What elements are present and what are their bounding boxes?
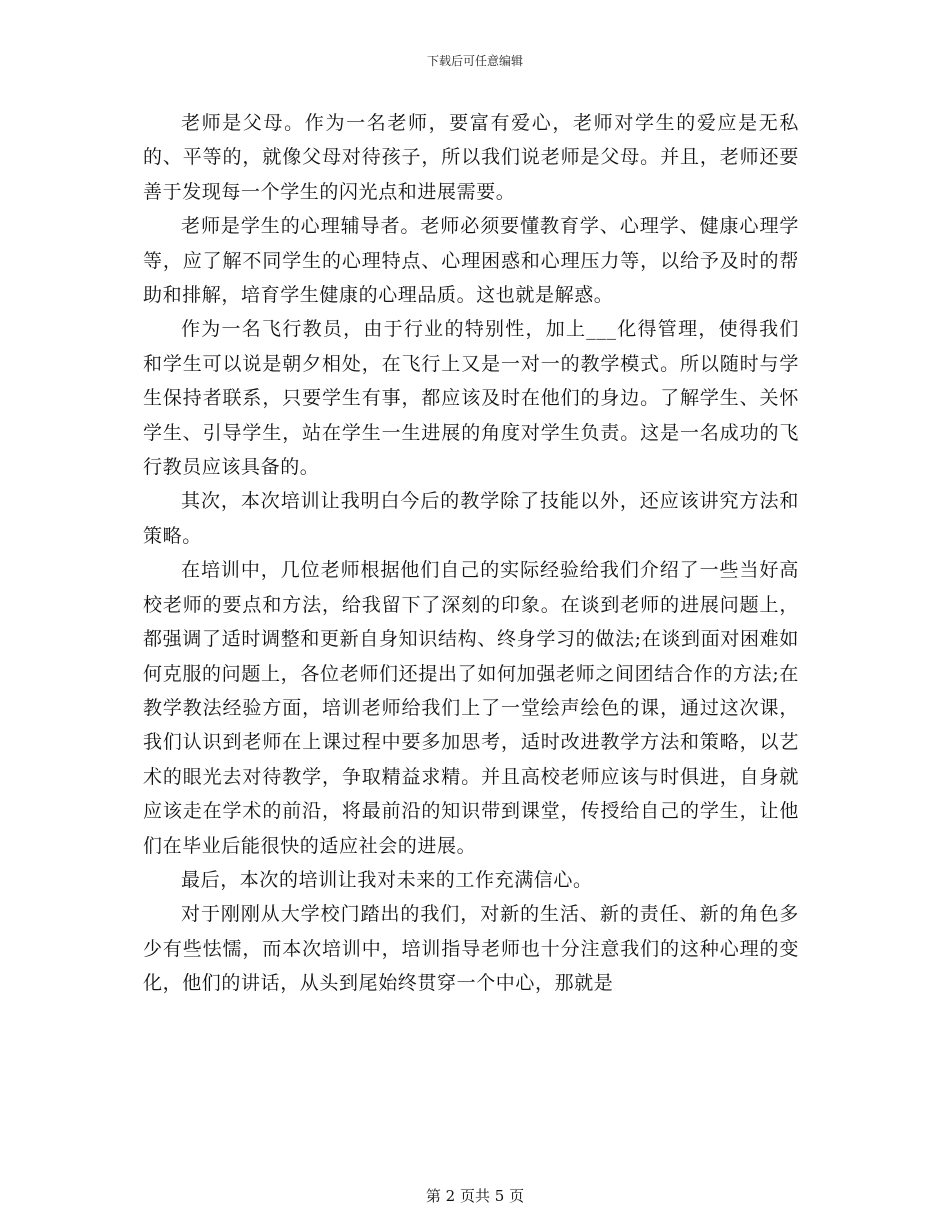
- paragraph-2: 老师是学生的心理辅导者。老师必须要懂教育学、心理学、健康心理学等，应了解不同学生的心理特点、心理困惑和心理压力等，以给予及时的帮助和排解，培育学生健康的心理品质。这也就是解惑。: [143, 215, 799, 307]
- paragraph-6: 最后，本次的培训让我对未来的工作充满信心。: [181, 868, 593, 891]
- document-body: [143, 106, 799, 1001]
- paragraph-3: 作为一名飞行教员，由于行业的特别性，加上___化得管理，使得我们和学生可以说是朝夕相处，在飞行上又是一对一的教学模式。所以随时与学生保持者联系，只要学生有事，都应该及时在他们的身边。了解学生、关怀学生、引导学生，站在学生一生进展的角度对学生负责。这是一名成功的飞行教员应该具备的。: [143, 318, 799, 479]
- paragraph-4: 其次，本次培训让我明白今后的教学除了技能以外，还应该讲究方法和策略。: [143, 490, 799, 547]
- footer-suffix: 页: [509, 1187, 525, 1205]
- page-header: 下载后可任意编辑: [426, 54, 523, 68]
- paragraph-7: 对于刚刚从大学校门踏出的我们，对新的生活、新的责任、新的角色多少有些怯懦，而本次培训中，培训指导老师也十分注意我们的这种心理的变化，他们的讲话，从头到尾始终贯穿一个中心，那就是: [143, 903, 799, 995]
- paragraph-1: 老师是父母。作为一名老师，要富有爱心，老师对学生的爱应是无私的、平等的，就像父母对待孩子，所以我们说老师是父母。并且，老师还要善于发现每一个学生的闪光点和进展需要。: [143, 112, 799, 203]
- footer-middle: 页共: [459, 1187, 490, 1205]
- paragraph-5: 在培训中，几位老师根据他们自己的实际经验给我们介绍了一些当好高校老师的要点和方法，给我留下了深刻的印象。在谈到老师的进展问题上，都强调了适时调整和更新自身知识结构、终身学习的做法;在谈到面对困难如何克服的问题上，各位老师们还提出了如何加强老师之间团结合作的方法;在教学教法经验方面，培训老师给我们上了一堂绘声绘色的课，通过这次课，我们认识到老师在上课过程中要多加思考，适时改进教学方法和策略，以艺术的眼光去对待教学，争取精益求精。并且高校老师应该与时俱进，自身就应该走在学术的前沿，将最前沿的知识带到课堂，传授给自己的学生，让他们在毕业后能很快的适应社会的进展。: [143, 559, 799, 857]
- footer-page-number: 2: [445, 1187, 456, 1205]
- page-footer: [0, 1187, 950, 1205]
- footer-prefix: 第: [425, 1187, 441, 1205]
- footer-total-pages: 5: [494, 1187, 505, 1205]
